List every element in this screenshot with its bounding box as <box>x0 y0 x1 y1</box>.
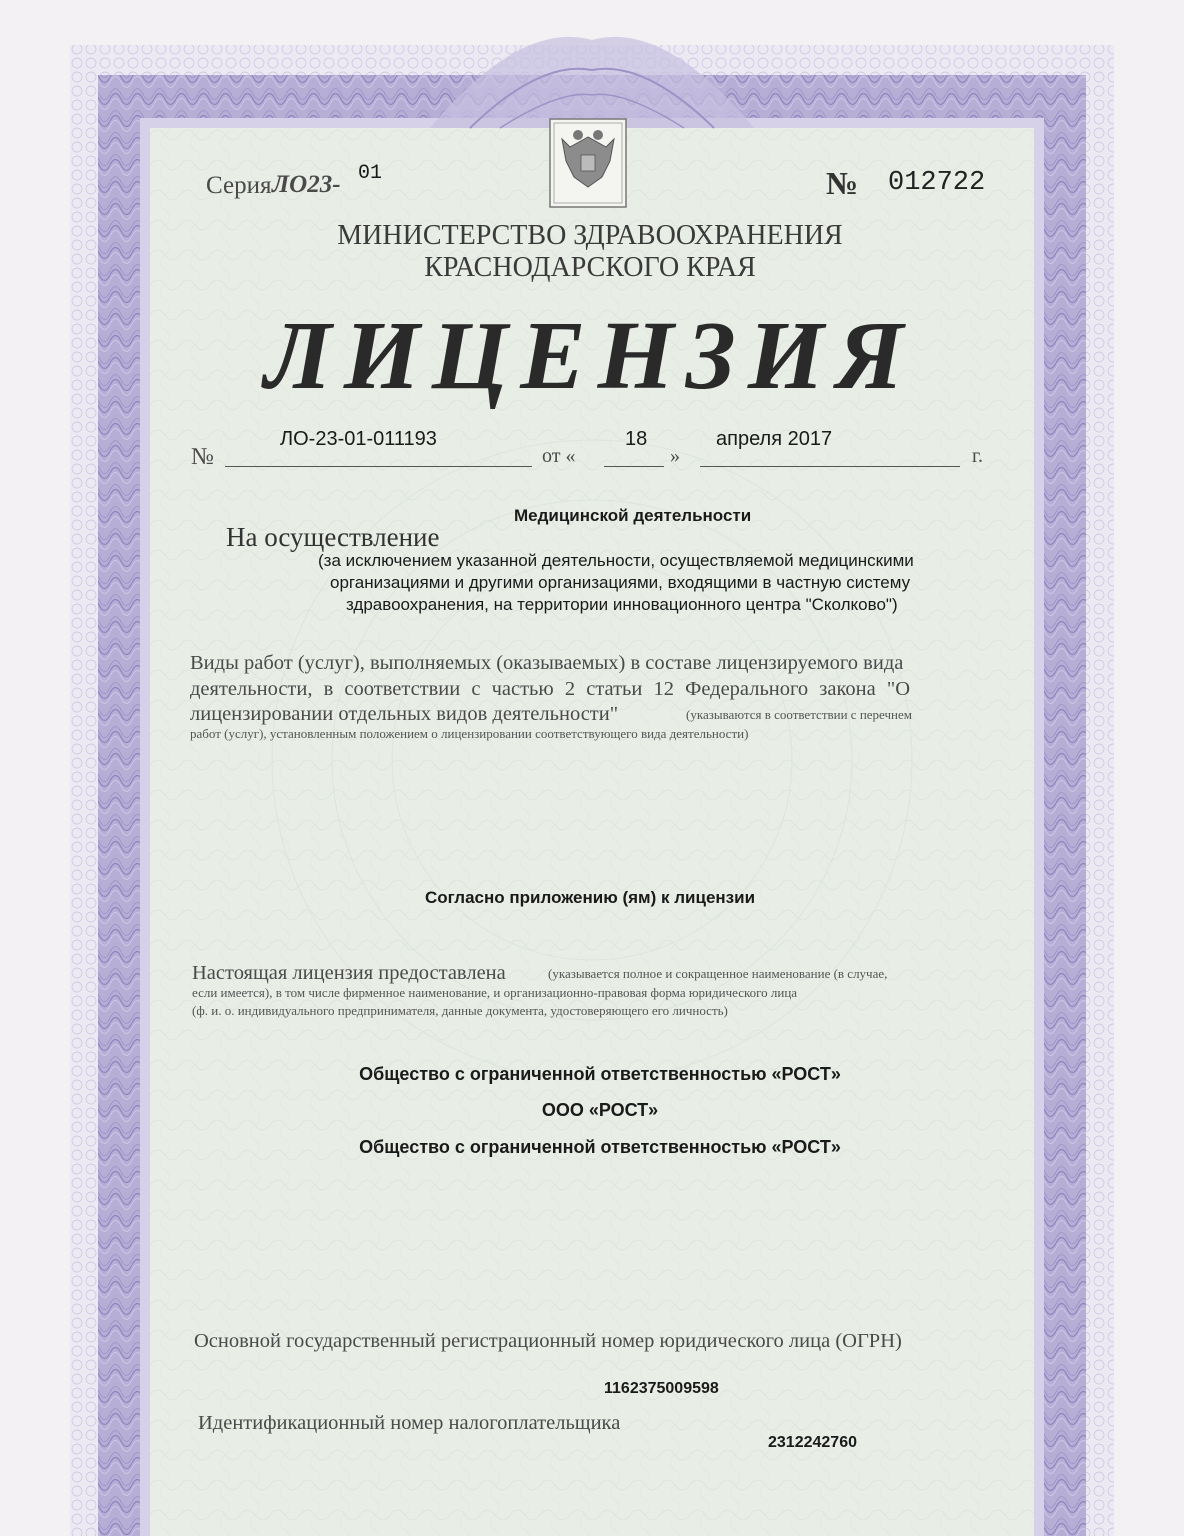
number-sign: № <box>826 165 859 201</box>
license-day: 18 <box>625 428 648 450</box>
activity-clause-2: организациями и другими организациями, входящими в частную систему <box>330 573 911 592</box>
month-underline <box>700 466 960 467</box>
activity-label: На осуществление <box>226 522 440 552</box>
year-suffix: г. <box>972 445 983 467</box>
form-number: 012722 <box>888 168 986 198</box>
inn-value: 2312242760 <box>768 1434 857 1451</box>
ogrn-label: Основной государственный регистрационный номер юридического лица (ОГРН) <box>194 1330 902 1352</box>
license-number: ЛО-23-01-011193 <box>280 428 437 450</box>
works-line-2: деятельности, в соответствии с частью 2 статьи 12 Федерального закона "О <box>190 678 911 700</box>
activity-clause-1: (за исключением указанной деятельности, осуществляемой медицинскими <box>318 551 914 570</box>
series-code: ЛО23- <box>272 171 341 198</box>
org-full-name: Общество с ограниченной ответственностью «РОСТ» <box>359 1064 841 1084</box>
works-note-2: работ (услуг), установленным положением о лицензировании соответствующего вида деятельности) <box>190 726 749 741</box>
license-number-underline <box>225 466 532 467</box>
series-label: Серия <box>206 172 272 199</box>
license-month-year: апреля 2017 <box>716 428 833 450</box>
granted-label: Настоящая лицензия предоставлена <box>192 962 506 984</box>
activity-clause-3: здравоохранения, на территории инновационного центра "Сколково") <box>346 595 898 614</box>
granted-note-2: если имеется), в том числе фирменное наименование, и организационно-правовая форма юридического лица <box>192 985 798 1000</box>
works-note-1: (указываются в соответствии с перечнем <box>686 707 912 722</box>
ministry-line-2: КРАСНОДАРСКОГО КРАЯ <box>424 252 756 283</box>
granted-note-3: (ф. и. о. индивидуального предпринимателя, данные документа, удостоверяющего его личность) <box>192 1003 728 1018</box>
org-short-name: ООО «РОСТ» <box>541 1100 659 1120</box>
granted-note-1: (указывается полное и сокращенное наименование (в случае, <box>548 966 888 981</box>
close-quote: » <box>670 445 680 467</box>
inn-label: Идентификационный номер налогоплательщика <box>198 1412 621 1434</box>
works-line-3: лицензировании отдельных видов деятельности" <box>190 703 619 725</box>
series-suffix: 01 <box>358 162 383 185</box>
works-line-1: Виды работ (услуг), выполняемых (оказываемых) в составе лицензируемого вида <box>190 652 904 674</box>
ministry-line-1: МИНИСТЕРСТВО ЗДРАВООХРАНЕНИЯ <box>337 220 843 251</box>
document-title: ЛИЦЕНЗИЯ <box>264 302 916 410</box>
from-label: от « <box>542 445 576 467</box>
day-underline <box>604 466 664 467</box>
coat-of-arms-icon <box>548 117 628 209</box>
activity-name: Медицинской деятельности <box>514 506 752 525</box>
org-brand-name: Общество с ограниченной ответственностью «РОСТ» <box>359 1137 841 1157</box>
license-num-sign: № <box>191 444 214 470</box>
ogrn-value: 1162375009598 <box>604 1380 719 1397</box>
works-value: Согласно приложению (ям) к лицензии <box>424 888 756 907</box>
